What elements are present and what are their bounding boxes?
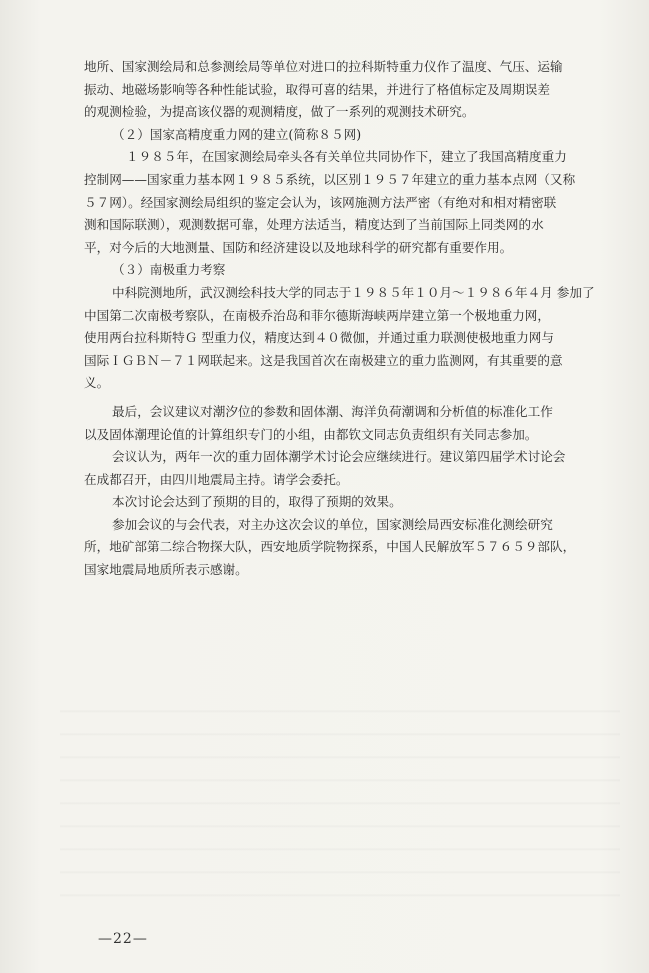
body-text — [84, 56, 640, 582]
text-line: 的观测检验，为提高该仪器的观测精度，做了一系列的观测技术研究。 — [84, 104, 475, 120]
text-line: 平，对今后的大地测量、国防和经济建设以及地球科学的研究都有重要作用。 — [84, 239, 513, 255]
text-line: 国际ＩＧＢＮ－７１网联起来。这是我国首次在南极建立的重力监测网，有其重要的意 — [84, 352, 563, 368]
text-line: 使用两台拉科斯特Ｇ 型重力仪，精度达到４０微伽，并通过重力联测使极地重力网与 — [84, 330, 554, 346]
paragraph-recommendation — [84, 401, 640, 446]
text-line: 本次讨论会达到了预期的目的，取得了预期的效果。 — [112, 494, 402, 510]
text-line: 中国第二次南极考察队，在南极乔治岛和菲尔德斯海峡两岸建立第一个极地重力网， — [84, 307, 550, 323]
text-line: 控制网——国家重力基本网１９８５系统，以区别１９５７年建立的重力基本点网（又称 — [84, 171, 576, 187]
heading-text: （３）南极重力考察 — [112, 262, 226, 278]
text-line: ５７网）。经国家测绘局组织的鉴定会认为，该网施测方法严密（有绝对和相对精密联 — [84, 194, 557, 210]
text-line: 义。 — [84, 375, 110, 391]
paragraph-next-meeting — [84, 446, 640, 491]
text-line: 中科院测地所，武汉测绘科技大学的同志于１９８５年１０月～１９８６年４月 参加了 — [112, 284, 595, 300]
paragraph-continuation — [84, 56, 640, 124]
text-line: 参加会议的与会代表，对主办这次会议的单位，国家测绘局西安标准化测绘研究 — [112, 516, 553, 532]
text-line: 所，地矿部第二综合物探大队，西安地质学院物探系，中国人民解放军５７６５９部队， — [84, 539, 576, 555]
paragraph-antarctic — [84, 282, 640, 395]
text-line: 以及固体潮理论值的计算组织专门的小组，由都钦文同志负责组织有关同志参加。 — [84, 426, 538, 442]
text-line: １９８５年，在国家测绘局牵头各有关单位共同协作下，建立了我国高精度重力 — [126, 149, 567, 165]
text-line: 最后，会议建议对潮汐位的参数和固体潮、海洋负荷潮调和分析值的标准化工作 — [112, 403, 553, 419]
paragraph-gravity-network — [84, 146, 640, 259]
section-heading-2 — [84, 124, 640, 147]
text-line: 会议认为，两年一次的重力固体潮学术讨论会应继续进行。建议第四届学术讨论会 — [112, 449, 566, 465]
paragraph-outcome — [84, 491, 640, 514]
text-line: 国家地震局地质所表示感谢。 — [84, 562, 248, 578]
text-line: 测和国际联测），观测数据可靠，处理方法适当，精度达到了当前国际上同类网的水 — [84, 217, 544, 233]
paragraph-acknowledgement — [84, 514, 640, 582]
page-number: —22— — [98, 931, 148, 947]
heading-text: （２）国家高精度重力网的建立(简称８５网) — [112, 126, 362, 142]
section-heading-3 — [84, 259, 640, 282]
text-line: 在成都召开，由四川地震局主持。请学会委托。 — [84, 471, 349, 487]
show-through-texture — [60, 690, 620, 900]
text-line: 地所、国家测绘局和总参测绘局等单位对进口的拉科斯特重力仪作了温度、气压、运输 — [84, 59, 563, 74]
text-line: 振动、地磁场影响等各种性能试验，取得可喜的结果，并进行了格值标定及周期误差 — [84, 81, 550, 97]
